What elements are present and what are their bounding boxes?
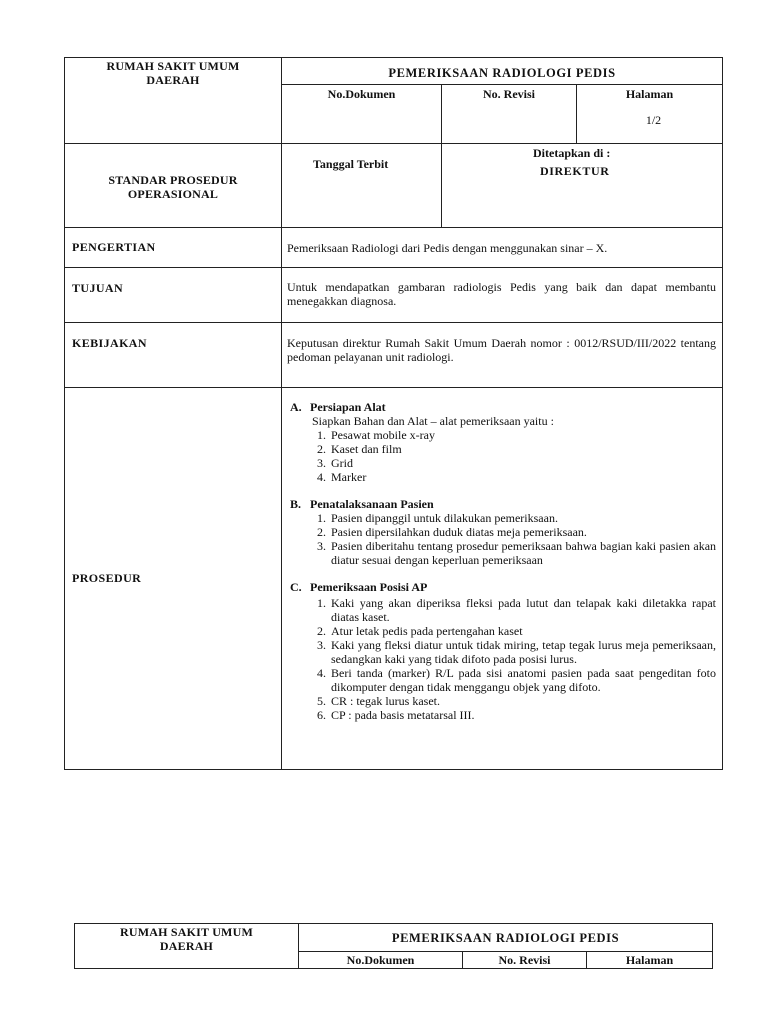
issue-date-cell bbox=[282, 144, 442, 228]
tujuan-label-cell bbox=[65, 268, 282, 323]
tujuan-text-cell bbox=[282, 268, 723, 323]
footer-hospital-name: RUMAH SAKIT UMUM DAERAH bbox=[120, 925, 253, 953]
hospital-name-cell bbox=[65, 58, 282, 144]
page-label: Halaman bbox=[625, 87, 674, 101]
doc-number-cell bbox=[282, 85, 442, 144]
page-value: 1/2 bbox=[645, 113, 662, 127]
doc-title-cell bbox=[282, 58, 723, 85]
pengertian-text: Pemeriksaan Radiologi dari Pedis dengan menggunakan sinar – X. bbox=[287, 241, 608, 255]
tujuan-label: TUJUAN bbox=[72, 281, 124, 295]
sop-label-cell bbox=[65, 144, 282, 228]
list-item: 2. Kaset dan film bbox=[329, 442, 716, 456]
footer-document-title: PEMERIKSAAN RADIOLOGI PEDIS bbox=[391, 931, 620, 945]
list-item: 4. Marker bbox=[329, 470, 716, 484]
established-cell bbox=[442, 144, 723, 228]
footer-doc-number-label: No.Dokumen bbox=[346, 953, 415, 967]
list-item: 2. Pasien dipersilahkan duduk diatas meja pemeriksaan. bbox=[329, 525, 716, 539]
kebijakan-label-cell bbox=[65, 323, 282, 388]
pengertian-label-cell bbox=[65, 228, 282, 268]
sop-main-table bbox=[64, 57, 723, 770]
procedure-content bbox=[282, 388, 722, 722]
section-a-body bbox=[312, 414, 716, 484]
revision-label: No. Revisi bbox=[483, 87, 535, 101]
footer-revision-label: No. Revisi bbox=[498, 953, 551, 967]
footer-doc-number-cell bbox=[299, 952, 463, 969]
established-at-label: Ditetapkan di : bbox=[533, 146, 611, 160]
sop-label: STANDAR PROSEDUR OPERASIONAL bbox=[108, 172, 238, 201]
pengertian-text-cell bbox=[282, 228, 723, 268]
kebijakan-label: KEBIJAKAN bbox=[72, 336, 147, 350]
section-a-title-text: Persiapan Alat bbox=[310, 400, 386, 414]
doc-number-label: No.Dokumen bbox=[327, 87, 396, 101]
page-cell bbox=[577, 85, 723, 144]
list-item: 1. Kaki yang akan diperiksa fleksi pada lutut dan telapak kaki diletakka rapat diatas kaset. bbox=[329, 596, 716, 624]
footer-hospital-name-cell bbox=[75, 924, 299, 969]
revision-cell bbox=[442, 85, 577, 144]
section-c-body bbox=[312, 596, 716, 722]
list-item: 3. Grid bbox=[329, 456, 716, 470]
prosedur-label: PROSEDUR bbox=[72, 571, 142, 585]
page2-header-table bbox=[74, 923, 713, 969]
issue-date-label: Tanggal Terbit bbox=[313, 157, 389, 171]
hospital-name: RUMAH SAKIT UMUM DAERAH bbox=[106, 59, 240, 87]
section-b-letter: B. bbox=[290, 497, 302, 511]
section-b-body bbox=[312, 511, 716, 567]
section-a-list bbox=[312, 428, 716, 484]
prosedur-label-cell bbox=[65, 388, 282, 770]
section-a-letter: A. bbox=[290, 400, 302, 414]
list-item: 5. CR : tegak lurus kaset. bbox=[329, 694, 716, 708]
kebijakan-text-cell bbox=[282, 323, 723, 388]
section-c-letter: C. bbox=[290, 580, 302, 594]
section-b-title-text: Penatalaksanaan Pasien bbox=[310, 497, 434, 511]
footer-page-label: Halaman bbox=[625, 953, 674, 967]
section-b-title bbox=[290, 497, 716, 511]
prosedur-content-cell bbox=[282, 388, 723, 770]
tujuan-text: Untuk mendapatkan gambaran radiologis Pedis yang baik dan dapat membantu menegakkan diagnosa. bbox=[287, 280, 717, 308]
list-item: 1. Pasien dipanggil untuk dilakukan pemeriksaan. bbox=[329, 511, 716, 525]
director-label: DIREKTUR bbox=[540, 164, 610, 178]
section-a-intro: Siapkan Bahan dan Alat – alat pemeriksaan yaitu : bbox=[312, 414, 554, 428]
document-title: PEMERIKSAAN RADIOLOGI PEDIS bbox=[388, 66, 616, 80]
list-item: 6. CP : pada basis metatarsal III. bbox=[329, 708, 716, 722]
list-item: 4. Beri tanda (marker) R/L pada sisi anatomi pasien pada saat pengeditan foto dikomputer dengan tidak menggangu objek yang difoto. bbox=[329, 666, 716, 694]
section-c-title bbox=[290, 580, 716, 594]
section-c-list bbox=[312, 596, 716, 722]
pengertian-label: PENGERTIAN bbox=[72, 240, 156, 254]
list-item: 3. Kaki yang fleksi diatur untuk tidak miring, tetap tegak lurus meja pemeriksaan, sedangkan kaki yang tidak difoto pada posisi lurus. bbox=[329, 638, 716, 666]
list-item: 1. Pesawat mobile x-ray bbox=[329, 428, 716, 442]
list-item: 3. Pasien diberitahu tentang prosedur pemeriksaan bahwa bagian kaki pasien akan diatur sesuai dengan keperluan pemeriksaan bbox=[329, 539, 716, 567]
footer-page-cell bbox=[587, 952, 713, 969]
kebijakan-text: Keputusan direktur Rumah Sakit Umum Daerah nomor : 0012/RSUD/III/2022 tentang pedoman pelayanan unit radiologi. bbox=[287, 336, 717, 364]
section-b-list bbox=[312, 511, 716, 567]
section-c-title-text: Pemeriksaan Posisi AP bbox=[310, 580, 428, 594]
list-item: 2. Atur letak pedis pada pertengahan kaset bbox=[329, 624, 716, 638]
section-a-title bbox=[290, 400, 716, 414]
footer-revision-cell bbox=[463, 952, 587, 969]
footer-doc-title-cell bbox=[299, 924, 713, 952]
